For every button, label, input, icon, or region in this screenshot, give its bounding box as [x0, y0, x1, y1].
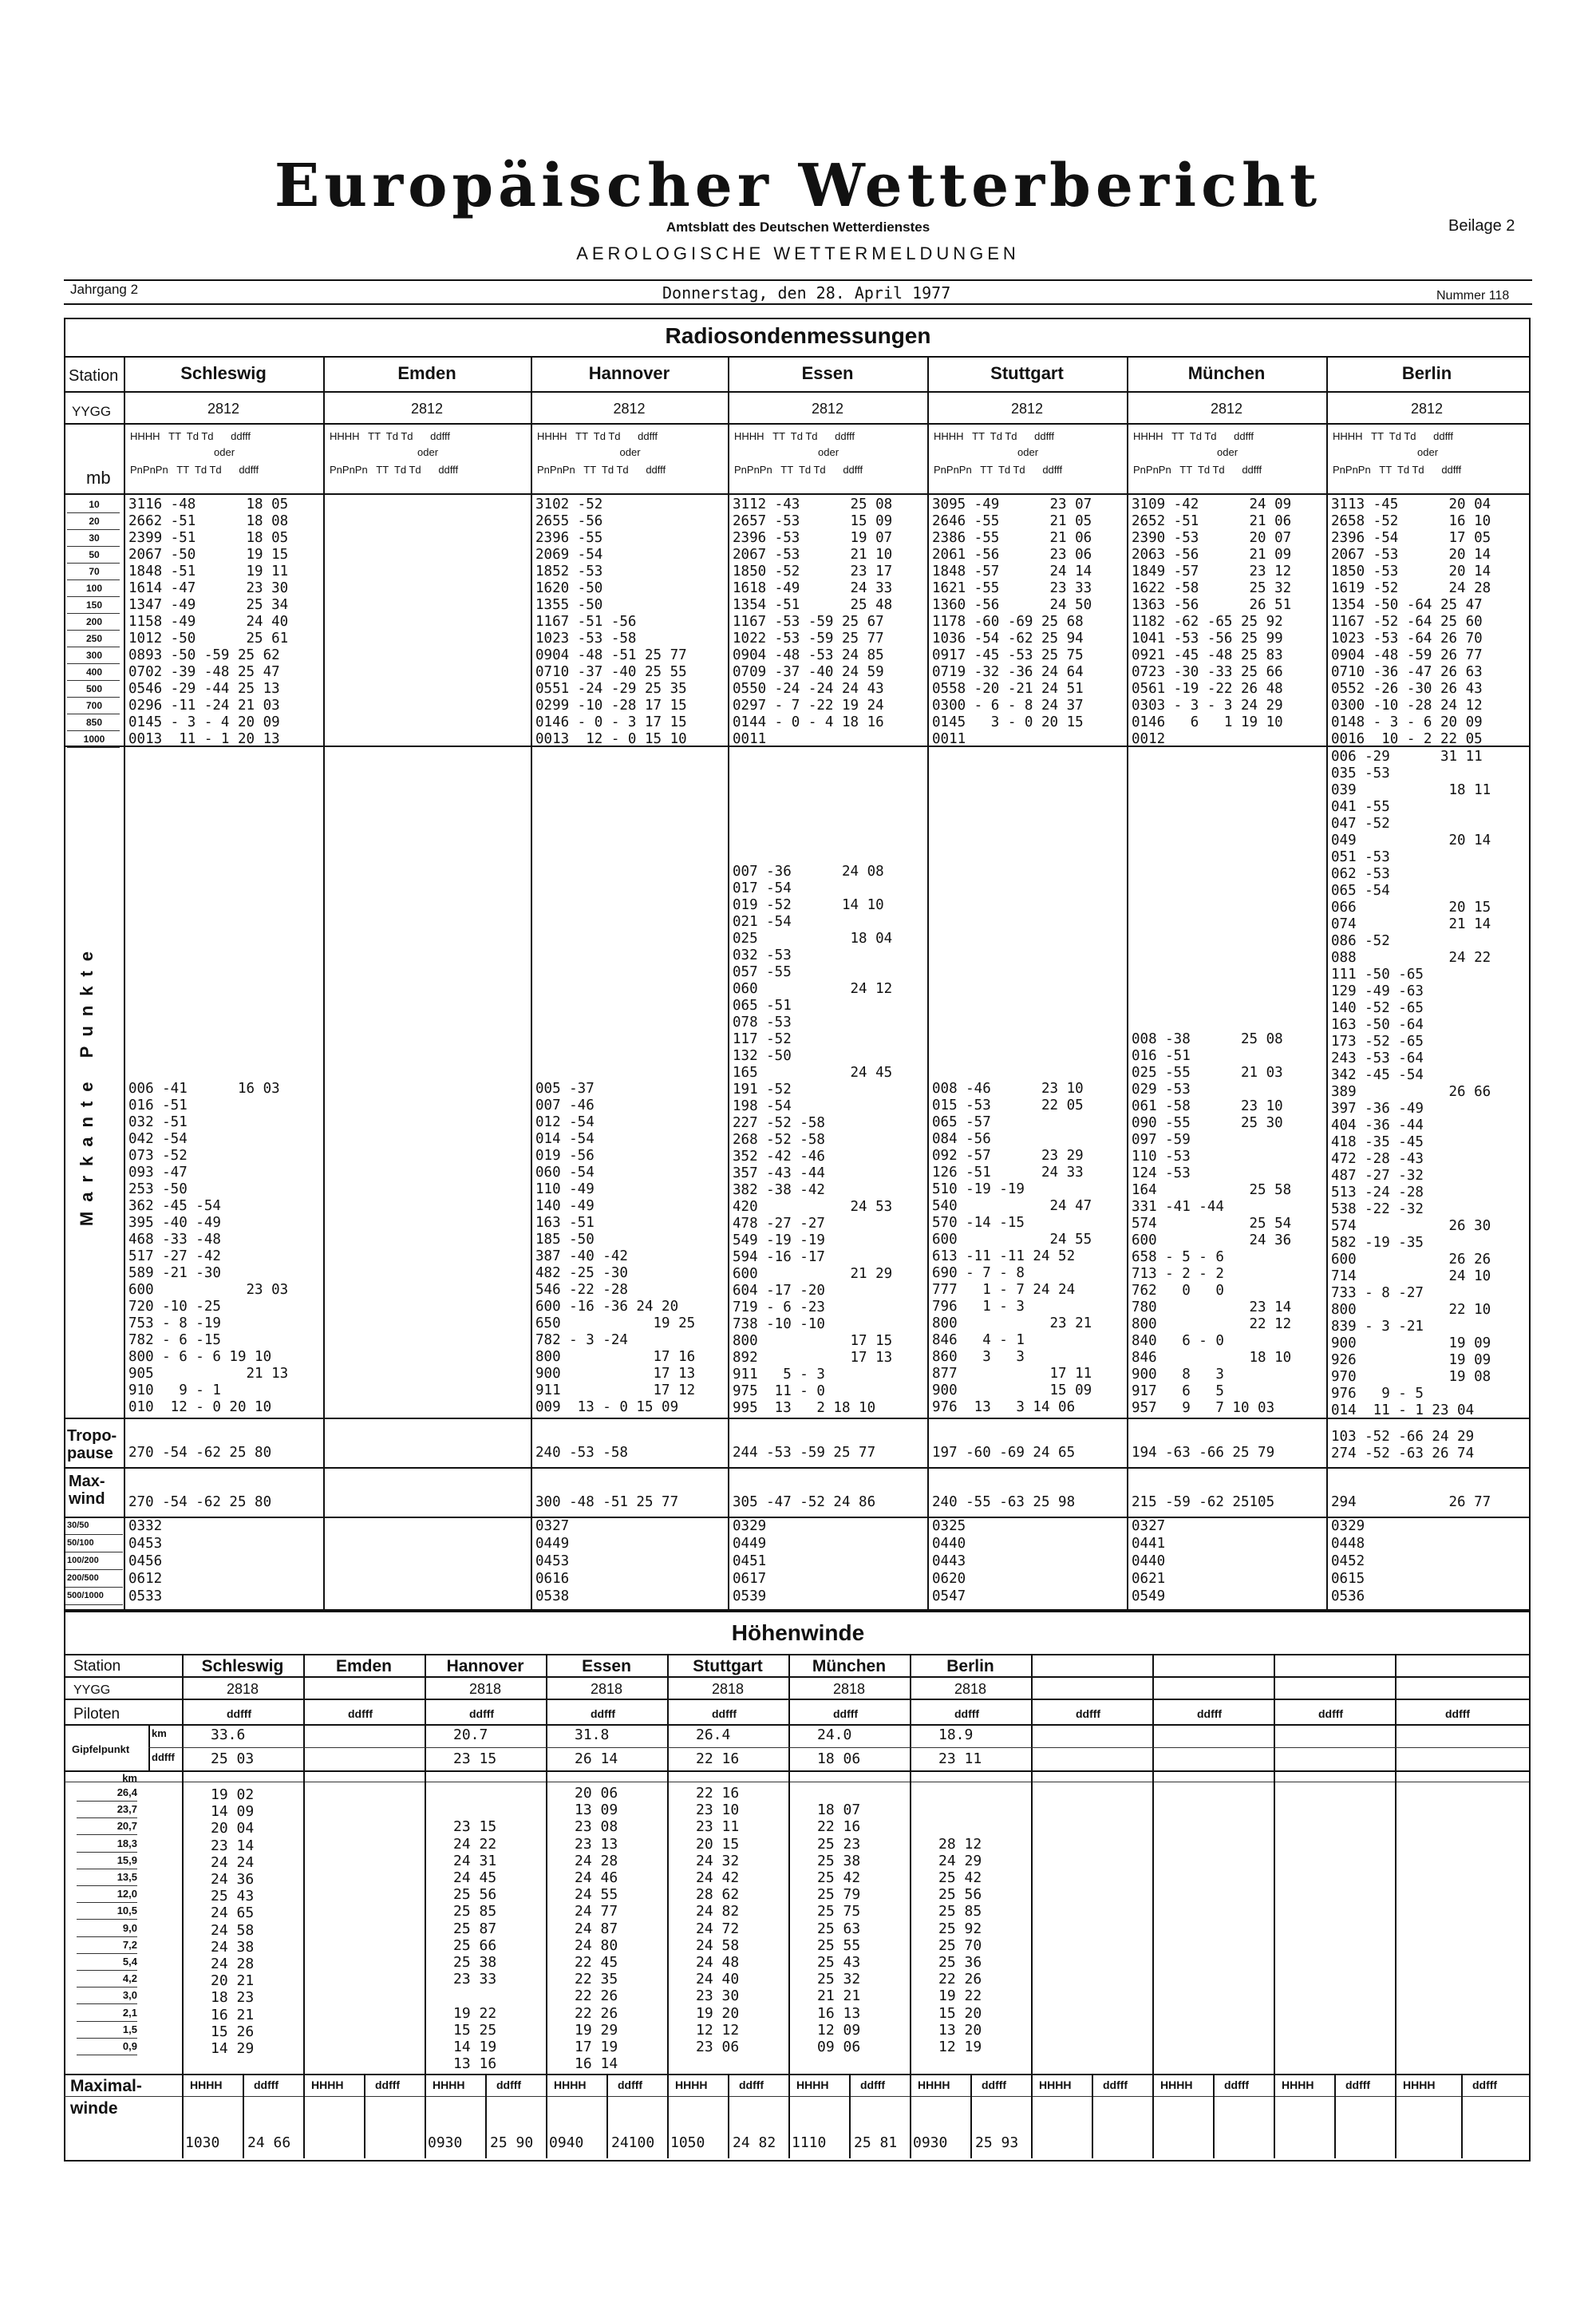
row-divider	[64, 1770, 1529, 1772]
piloten-ddfff: ddfff	[348, 1707, 373, 1720]
maxwinde-hhhh: 0940	[549, 2134, 584, 2151]
layer-underline	[65, 1534, 123, 1535]
markante-punkte: 006 -41 16 03 016 -51 032 -51 042 -54 073 -52 093 -47 253 -50 362 -45 -54 395 -40 -49 468 -33 -48 517 -27 -42 589 -21 -30 600 23 03 720 -10 -25 753 - 8 -19 782 - 6 -15 800 - 6 - 6 19 10 905 21 13 910 9 - 1 010 12 - 0 20 10	[128, 1081, 289, 1415]
hw-yygg-value: 2818	[711, 1681, 745, 1697]
gipfel-km-label: km	[152, 1727, 167, 1739]
piloten-ddfff: ddfff	[1076, 1707, 1101, 1720]
piloten-ddfff: ddfff	[1445, 1707, 1471, 1720]
maxwinde-ddfff: 25 81	[854, 2134, 898, 2151]
layer-thickness: 0329 0449 0451 0617 0539	[733, 1518, 767, 1604]
layer-underline	[65, 1569, 123, 1570]
maxwinde-hhhh-header: HHHH	[918, 2078, 950, 2091]
col-divider	[728, 356, 729, 1609]
row-divider	[64, 1724, 1529, 1726]
col-divider	[243, 2074, 244, 2158]
km-underline	[77, 1919, 137, 1920]
mb-underline	[67, 529, 120, 530]
piloten-ddfff: ddfff	[954, 1707, 980, 1720]
column-header-2: PnPnPn TT Td Td ddfff	[330, 464, 459, 476]
col-divider	[303, 1654, 305, 2158]
maxwinde-hhhh-header: HHHH	[675, 2078, 708, 2091]
km-level: 20,7	[117, 1820, 137, 1833]
gipfel-ddfff: 26 14	[575, 1750, 618, 1767]
markante-punkte: 008 -46 23 10 015 -53 22 05 065 -57 084 -56 092 -57 23 29 126 -51 24 33 510 -19 -19 540 24 47 570 -14 -15 600 24 55 613 -11 -11 24 52 690 - 7 - 8 777 1 - 7 24 24 796 1 - 3 800 23 21 846 4 - 1 860 3 3 877 17 11 900 15 09 976 13 3 14 06	[932, 1081, 1092, 1415]
column-header-1: HHHH TT Td Td ddfff	[537, 430, 658, 442]
col-divider	[182, 1654, 184, 2158]
piloten-label: Piloten	[73, 1706, 120, 1723]
yygg-value: 2812	[207, 401, 240, 417]
km-underline	[77, 1885, 137, 1886]
km-level: 13,5	[117, 1871, 137, 1883]
mb-underline	[67, 747, 120, 748]
hw-station-label: Station	[73, 1658, 121, 1675]
hw-column-values: 18 07 22 16 25 23 25 38 25 42 25 79 25 75 25 63 25 55 25 43 25 32 21 21 16 13 12 09 09 06	[817, 1802, 861, 2056]
yygg-label: YYGG	[72, 404, 112, 419]
column-header-2: PnPnPn TT Td Td ddfff	[1333, 464, 1462, 476]
maxwinde-hhhh: 0930	[913, 2134, 948, 2151]
mb-level: 70	[89, 566, 100, 577]
km-level: 5,4	[122, 1956, 137, 1968]
gipfelpunkt-label: Gipfelpunkt	[72, 1743, 130, 1755]
maxwinde-ddfff-header: ddfff	[739, 2078, 764, 2091]
column-header-2: PnPnPn TT Td Td ddfff	[734, 464, 863, 476]
column-header-1: HHHH TT Td Td ddfff	[130, 430, 251, 442]
maxwinde-hhhh-header: HHHH	[1282, 2078, 1314, 2091]
maxwinde-hhhh: 0930	[428, 2134, 463, 2151]
maxwinde-ddfff-header: ddfff	[1472, 2078, 1498, 2091]
column-header-1: HHHH TT Td Td ddfff	[734, 430, 855, 442]
col-divider	[1461, 2074, 1463, 2158]
col-divider	[910, 1654, 911, 2158]
maxwinde-hhhh-header: HHHH	[433, 2078, 465, 2091]
jahrgang: Jahrgang 2	[70, 282, 139, 297]
station-name: Schleswig	[180, 363, 267, 383]
station-name: Stuttgart	[990, 363, 1064, 383]
col-divider	[1395, 1654, 1396, 2158]
mb-underline	[67, 630, 120, 631]
col-divider	[1334, 2074, 1336, 2158]
column-header-oder: oder	[619, 446, 641, 458]
row-divider	[64, 423, 1529, 425]
km-underline	[77, 1817, 137, 1818]
km-underline	[77, 1902, 137, 1903]
piloten-ddfff: ddfff	[469, 1707, 495, 1720]
tropopause-label: Tropo- pause	[67, 1427, 117, 1462]
column-header-oder: oder	[214, 446, 235, 458]
maxwinde-ddfff: 24 66	[247, 2134, 291, 2151]
yygg-value: 2812	[613, 401, 646, 417]
km-level: 12,0	[117, 1888, 137, 1900]
maxwinde-ddfff: 25 93	[975, 2134, 1019, 2151]
standard-levels: 3109 -42 24 09 2652 -51 21 06 2390 -53 20 07 2063 -56 21 09 1849 -57 23 12 1622 -58 25 32 1363 -56 26 51 1182 -62 -65 25 92 1041 -53 -56 25 99 0921 -45 -48 25 83 0723 -30 -33 25 66 0561 -19 -22 26 48 0303 - 3 - 3 24 29 0146 6 1 19 10 0012	[1132, 496, 1292, 747]
hw-column-values: 19 02 14 09 20 04 23 14 24 24 24 36 25 43 24 65 24 58 24 38 24 28 20 21 18 23 16 21 15 26 14 29	[211, 1786, 255, 2058]
markante-punkte: 005 -37 007 -46 012 -54 014 -54 019 -56 060 -54 110 -49 140 -49 163 -51 185 -50 387 -40 -42 482 -25 -30 546 -22 -28 600 -16 -36 24 20 650 19 25 782 - 3 -24 800 17 16 900 17 13 911 17 12 009 13 - 0 15 09	[535, 1081, 696, 1415]
yygg-value: 2812	[811, 401, 844, 417]
hw-yygg-label: YYGG	[73, 1683, 111, 1697]
col-divider	[606, 2074, 608, 2158]
row-divider	[64, 1418, 1529, 1419]
km-level: 2,1	[122, 2006, 137, 2019]
yygg-value: 2812	[1010, 401, 1044, 417]
mb-underline	[67, 546, 120, 547]
gipfel-km: 33.6	[211, 1726, 246, 1743]
mb-level: 400	[85, 666, 103, 678]
column-header-2: PnPnPn TT Td Td ddfff	[130, 464, 259, 476]
standard-levels: 3095 -49 23 07 2646 -55 21 05 2386 -55 21 06 2061 -56 23 06 1848 -57 24 14 1621 -55 23 33 1360 -56 24 50 1178 -60 -69 25 68 1036 -54 -62 25 94 0917 -45 -53 25 75 0719 -32 -36 24 64 0558 -20 -21 24 51 0300 - 6 - 8 24 37 0145 3 - 0 20 15 0011	[932, 496, 1092, 747]
yygg-value: 2812	[1210, 401, 1243, 417]
column-header-1: HHHH TT Td Td ddfff	[330, 430, 451, 442]
layer-thickness: 0325 0440 0443 0620 0547	[932, 1518, 966, 1604]
section-heading: AEROLOGISCHE WETTERMELDUNGEN	[576, 243, 1020, 263]
col-divider	[728, 2074, 729, 2158]
col-divider	[364, 2074, 365, 2158]
column-header-1: HHHH TT Td Td ddfff	[934, 430, 1055, 442]
page-title: Europäischer Wetterbericht	[274, 152, 1322, 220]
mb-level: 1000	[83, 734, 105, 745]
tropopause-value: 270 -54 -62 25 80	[128, 1445, 272, 1461]
maxwinde-ddfff: 25 90	[490, 2134, 534, 2151]
maxwinde-hhhh: 1030	[185, 2134, 220, 2151]
gipfel-km: 26.4	[696, 1726, 731, 1743]
tropopause-value: 103 -52 -66 24 29 274 -52 -63 26 74	[1331, 1429, 1475, 1461]
col-divider	[970, 2074, 972, 2158]
gipfel-km: 24.0	[817, 1726, 852, 1743]
maxwinde-ddfff-header: ddfff	[1345, 2078, 1371, 2091]
station-name: München	[1187, 363, 1266, 383]
km-level: 18,3	[117, 1837, 137, 1849]
mb-level: 20	[89, 516, 100, 527]
hw-station-name: Berlin	[946, 1657, 994, 1675]
piloten-ddfff: ddfff	[833, 1707, 859, 1720]
maxwinde-hhhh-header: HHHH	[554, 2078, 587, 2091]
km-level: km	[122, 1772, 137, 1784]
km-underline	[77, 1936, 137, 1937]
mb-level: 850	[85, 717, 103, 728]
mb-level: 300	[85, 650, 103, 661]
row-divider	[64, 2074, 1529, 2075]
maxwinde-ddfff: 24 82	[733, 2134, 776, 2151]
km-level: 10,5	[117, 1904, 137, 1917]
markante-punkte: 006 -29 31 11 035 -53 039 18 11 041 -55 047 -52 049 20 14 051 -53 062 -53 065 -54 066 20 15 074 21 14 086 -52 088 24 22 111 -50 -65 129 -49 -63 140 -52 -65 163 -50 -64 173 -52 -65 243 -53 -64 342 -45 -54 389 26 66 397 -36 -49 404 -36 -44 418 -35 -45 472 -28 -43 487 -27 -32 513 -24 -28 538 -22 -32 574 26 30 582 -19 -35 600 26 26 714 24 10 733 - 8 -27 800 22 10 839 - 3 -21 900 19 09 926 19 09 970 19 08 976 9 - 5 014 11 - 1 23 04	[1331, 749, 1491, 1418]
tropopause-value: 244 -53 -59 25 77	[733, 1445, 876, 1461]
maxwinde-ddfff-header: ddfff	[860, 2078, 886, 2091]
maxwinde-hhhh-header: HHHH	[796, 2078, 829, 2091]
row-divider	[64, 493, 1529, 495]
maxwinde-ddfff-header: ddfff	[982, 2078, 1007, 2091]
maxwind-value: 240 -55 -63 25 98	[932, 1494, 1076, 1510]
km-level: 15,9	[117, 1853, 137, 1866]
standard-levels: 3113 -45 20 04 2658 -52 16 10 2396 -54 17 05 2067 -53 20 14 1850 -53 20 14 1619 -52 24 28 1354 -50 -64 25 47 1167 -52 -64 25 60 1023 -53 -64 26 70 0904 -48 -59 26 77 0710 -36 -47 26 63 0552 -26 -30 26 43 0300 -10 -28 24 12 0148 - 3 - 6 20 09 0016 10 - 2 22 05	[1331, 496, 1491, 747]
km-underline	[77, 2003, 137, 2004]
km-underline	[77, 1852, 137, 1853]
hw-station-name: München	[812, 1657, 887, 1675]
station-name: Hannover	[588, 363, 670, 383]
layer-label: 100/200	[67, 1556, 99, 1565]
markante-punkte: 008 -38 25 08 016 -51 025 -55 21 03 029 -53 061 -58 23 10 090 -55 25 30 097 -59 110 -53 124 -53 164 25 58 331 -41 -44 574 25 54 600 24 36 658 - 5 - 6 713 - 2 - 2 762 0 0 780 23 14 800 22 12 840 6 - 0 846 18 10 900 8 3 917 6 5 957 9 7 10 03	[1132, 1031, 1292, 1416]
standard-levels: 3116 -48 18 05 2662 -51 18 08 2399 -51 18 05 2067 -50 19 15 1848 -51 19 11 1614 -47 23 30 1347 -49 25 34 1158 -49 24 40 1012 -50 25 61 0893 -50 -59 25 62 0702 -39 -48 25 47 0546 -29 -44 25 13 0296 -11 -24 21 03 0145 - 3 - 4 20 09 0013 11 - 1 20 13	[128, 496, 289, 747]
layer-label: 50/100	[67, 1538, 94, 1548]
maxwind-value: 215 -59 -62 25105	[1132, 1494, 1275, 1510]
layer-thickness: 0327 0449 0453 0616 0538	[535, 1518, 570, 1604]
maxwinde-hhhh: 1110	[792, 2134, 827, 2151]
mb-underline	[67, 596, 120, 597]
maxwinde-ddfff: 24100	[611, 2134, 655, 2151]
maxwinde-ddfff-header: ddfff	[375, 2078, 401, 2091]
km-level: 4,2	[122, 1972, 137, 1985]
maxwinde-hhhh-header: HHHH	[1039, 2078, 1072, 2091]
maxwinde-ddfff-header: ddfff	[1224, 2078, 1250, 2091]
piloten-ddfff: ddfff	[1318, 1707, 1344, 1720]
maxwind-value: 270 -54 -62 25 80	[128, 1494, 272, 1510]
date: Donnerstag, den 28. April 1977	[662, 283, 951, 303]
mb-underline	[67, 512, 120, 513]
gipfel-ddfff: 23 15	[453, 1750, 497, 1767]
beilage-label: Beilage 2	[1448, 217, 1515, 235]
col-divider	[485, 2074, 487, 2158]
col-divider	[1326, 356, 1328, 1609]
piloten-ddfff: ddfff	[712, 1707, 737, 1720]
standard-levels: 3112 -43 25 08 2657 -53 15 09 2396 -53 19 07 2067 -53 21 10 1850 -52 23 17 1618 -49 24 33 1354 -51 25 48 1167 -53 -59 25 67 1022 -53 -59 25 77 0904 -48 -53 24 85 0709 -37 -40 24 59 0550 -24 -24 24 43 0297 - 7 -22 19 24 0144 - 0 - 4 18 16 0011	[733, 496, 893, 747]
gipfel-km: 20.7	[453, 1726, 488, 1743]
km-level: 3,0	[122, 1989, 137, 2002]
gipfel-ddfff: 25 03	[211, 1750, 255, 1767]
hw-station-name: Emden	[335, 1657, 392, 1675]
km-underline	[77, 2021, 137, 2022]
km-underline	[77, 2038, 137, 2039]
row-divider	[64, 1467, 1529, 1469]
maxwinde-ddfff-header: ddfff	[618, 2078, 643, 2091]
mb-label: mb	[86, 468, 111, 488]
hw-yygg-value: 2818	[468, 1681, 502, 1697]
layer-underline	[65, 1587, 123, 1588]
tropopause-value: 240 -53 -58	[535, 1445, 628, 1461]
column-header-oder: oder	[1217, 446, 1238, 458]
mb-underline	[67, 680, 120, 681]
column-header-2: PnPnPn TT Td Td ddfff	[934, 464, 1063, 476]
mb-level: 30	[89, 532, 100, 544]
col-divider	[124, 356, 125, 1609]
km-underline	[77, 1834, 137, 1835]
col-divider	[788, 1654, 790, 2158]
hw-yygg-value: 2818	[590, 1681, 623, 1697]
maxwind-value: 294 26 77	[1331, 1494, 1491, 1510]
row-divider	[64, 2096, 1529, 2097]
gipfel-ddfff: 23 11	[938, 1750, 982, 1767]
km-underline	[77, 1970, 137, 1971]
km-level: 26,4	[117, 1786, 137, 1798]
yygg-value: 2812	[410, 401, 444, 417]
mb-underline	[67, 663, 120, 664]
column-header-oder: oder	[1417, 446, 1439, 458]
hw-yygg-value: 2818	[832, 1681, 866, 1697]
col-divider	[927, 356, 929, 1609]
mb-level: 100	[85, 583, 103, 594]
column-header-1: HHHH TT Td Td ddfff	[1133, 430, 1254, 442]
hw-station-name: Hannover	[446, 1657, 524, 1675]
yygg-value: 2812	[1410, 401, 1444, 417]
maxwind-value: 300 -48 -51 25 77	[535, 1494, 679, 1510]
hw-yygg-value: 2818	[226, 1681, 259, 1697]
km-underline	[77, 1953, 137, 1954]
maxwinde-ddfff-header: ddfff	[254, 2078, 279, 2091]
piloten-ddfff: ddfff	[591, 1707, 616, 1720]
row-divider	[148, 1747, 1529, 1748]
layer-thickness: 0327 0441 0440 0621 0549	[1132, 1518, 1166, 1604]
hw-column-values: 28 12 24 29 25 42 25 56 25 85 25 92 25 70 25 36 22 26 19 22 15 20 13 20 12 19	[938, 1835, 982, 2056]
maxwinde-ddfff-header: ddfff	[496, 2078, 522, 2091]
column-header-oder: oder	[417, 446, 439, 458]
rule	[64, 279, 1532, 281]
km-underline	[77, 1987, 137, 1988]
hw-column-values: 23 15 24 22 24 31 24 45 25 56 25 85 25 87 25 66 25 38 23 33 19 22 15 25 14 19 13 16	[453, 1818, 497, 2073]
maxwinde-hhhh: 1050	[670, 2134, 705, 2151]
subtitle: Amtsblatt des Deutschen Wetterdienstes	[666, 220, 930, 235]
col-divider	[1213, 2074, 1215, 2158]
km-level: 23,7	[117, 1803, 137, 1816]
row-divider	[64, 1517, 1529, 1518]
maxwinde-ddfff-header: ddfff	[1103, 2078, 1128, 2091]
col-divider	[425, 1654, 426, 2158]
col-divider	[531, 356, 532, 1609]
markante-punkte-label: Markante Punkte	[77, 942, 97, 1227]
maxwinde-hhhh-header: HHHH	[311, 2078, 344, 2091]
col-divider	[667, 1654, 669, 2158]
km-underline	[77, 1801, 137, 1802]
km-level: 9,0	[122, 1921, 137, 1934]
piloten-ddfff: ddfff	[227, 1707, 252, 1720]
gipfel-ddfff: 22 16	[696, 1750, 740, 1767]
col-divider	[849, 2074, 851, 2158]
column-header-2: PnPnPn TT Td Td ddfff	[1133, 464, 1262, 476]
mb-underline	[67, 563, 120, 564]
km-level: 0,9	[122, 2040, 137, 2052]
issue-number: Nummer 118	[1436, 289, 1510, 303]
station-name: Essen	[801, 363, 854, 383]
col-divider	[1127, 356, 1128, 1609]
gipfel-km: 18.9	[938, 1726, 974, 1743]
mb-level: 250	[85, 633, 103, 644]
piloten-ddfff: ddfff	[1197, 1707, 1223, 1720]
standard-levels: 3102 -52 2655 -56 2396 -55 2069 -54 1852 -53 1620 -50 1355 -50 1167 -51 -56 1023 -53 -58 0904 -48 -51 25 77 0710 -37 -40 25 55 0551 -24 -29 25 35 0299 -10 -28 17 15 0146 - 0 - 3 17 15 0013 12 - 0 15 10	[535, 496, 687, 747]
mb-underline	[67, 697, 120, 698]
maxwinde-hhhh-header: HHHH	[190, 2078, 223, 2091]
mb-level: 50	[89, 549, 100, 560]
column-header-oder: oder	[1017, 446, 1039, 458]
markante-punkte: 007 -36 24 08 017 -54 019 -52 14 10 021 -54 025 18 04 032 -53 057 -55 060 24 12 065 -51 078 -53 117 -52 132 -50 165 24 45 191 -52 198 -54 227 -52 -58 268 -52 -58 352 -42 -46 357 -43 -44 382 -38 -42 420 24 53 478 -27 -27 549 -19 -19 594 -16 -17 600 21 29 604 -17 -20 719 - 6 -23 738 -10 -10 800 17 15 892 17 13 911 5 - 3 975 11 - 0 995 13 2 18 10	[733, 864, 893, 1416]
hw-station-name: Stuttgart	[693, 1657, 763, 1675]
station-label: Station	[69, 367, 119, 385]
row-divider	[64, 1654, 1529, 1655]
row-divider	[64, 1699, 1529, 1700]
layer-underline	[65, 1604, 123, 1605]
gipfel-ddfff: 18 06	[817, 1750, 861, 1767]
gipfel-ddfff-label: ddfff	[152, 1751, 175, 1763]
mb-level: 10	[89, 499, 100, 510]
tropopause-value: 194 -63 -66 25 79	[1132, 1445, 1275, 1461]
mb-level: 500	[85, 683, 103, 694]
mb-underline	[67, 579, 120, 580]
layer-label: 30/50	[67, 1521, 89, 1530]
hw-column-values: 20 06 13 09 23 08 23 13 24 28 24 46 24 55 24 77 24 87 24 80 22 45 22 35 22 26 22 26 19 29 17 19 16 14	[575, 1785, 618, 2073]
row-divider	[64, 391, 1529, 393]
station-name: Emden	[397, 363, 456, 383]
mb-underline	[67, 730, 120, 731]
layer-label: 500/1000	[67, 1591, 104, 1600]
col-divider	[1092, 2074, 1093, 2158]
col-divider	[546, 1654, 547, 2158]
radiosonde-title: Radiosondenmessungen	[665, 323, 931, 348]
hw-column-values: 22 16 23 10 23 11 20 15 24 32 24 42 28 62 24 82 24 72 24 58 24 48 24 40 23 30 19 20 12 12 23 06	[696, 1785, 740, 2056]
col-divider	[1152, 1654, 1154, 2158]
col-divider	[1031, 1654, 1033, 2158]
col-divider	[1274, 1654, 1275, 2158]
hw-station-name: Schleswig	[201, 1657, 284, 1675]
layer-label: 200/500	[67, 1573, 99, 1583]
maxwinde-hhhh-header: HHHH	[1403, 2078, 1436, 2091]
maxwind-label: Max- wind	[69, 1473, 105, 1508]
hoehenwinde-title: Höhenwinde	[731, 1620, 865, 1645]
column-header-2: PnPnPn TT Td Td ddfff	[537, 464, 666, 476]
mb-level: 150	[85, 599, 103, 611]
hw-station-name: Essen	[582, 1657, 631, 1675]
mb-underline	[67, 613, 120, 614]
maxwind-value: 305 -47 -52 24 86	[733, 1494, 876, 1510]
station-name: Berlin	[1401, 363, 1452, 383]
column-header-oder: oder	[818, 446, 839, 458]
layer-thickness: 0332 0453 0456 0612 0533	[128, 1518, 163, 1604]
km-level: 7,2	[122, 1938, 137, 1951]
rule	[64, 303, 1532, 305]
rule	[64, 356, 1529, 358]
tropopause-value: 197 -60 -69 24 65	[932, 1445, 1076, 1461]
col-divider	[323, 356, 325, 1609]
hw-yygg-value: 2818	[954, 1681, 987, 1697]
maxwinde-hhhh-header: HHHH	[1160, 2078, 1193, 2091]
layer-thickness: 0329 0448 0452 0615 0536	[1331, 1518, 1365, 1604]
maximalwinde-label: Maximal- winde	[70, 2077, 142, 2118]
mb-level: 700	[85, 700, 103, 711]
mb-level: 200	[85, 616, 103, 627]
row-divider	[64, 1676, 1529, 1678]
km-level: 1,5	[122, 2023, 137, 2035]
column-header-1: HHHH TT Td Td ddfff	[1333, 430, 1454, 442]
gipfel-km: 31.8	[575, 1726, 610, 1743]
